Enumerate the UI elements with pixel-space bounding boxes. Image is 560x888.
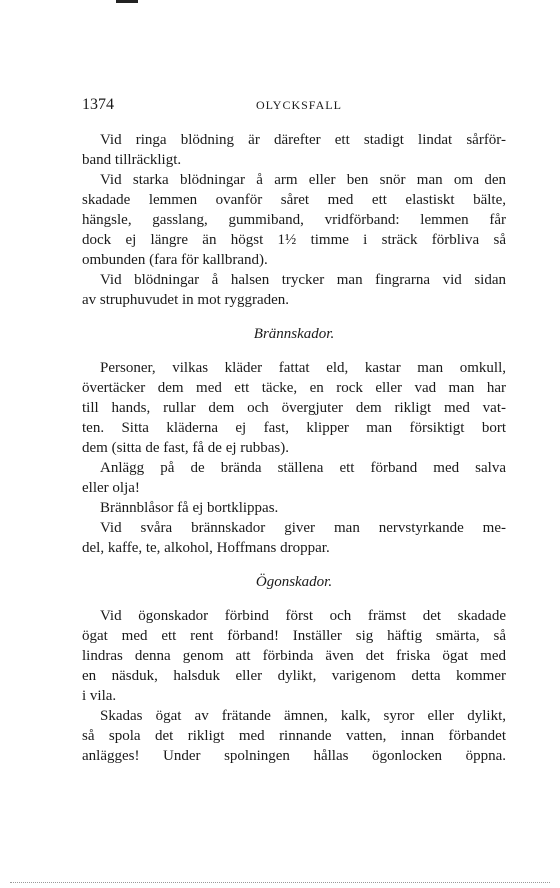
text-line: till hands, rullar dem och övergjuter dem rikligt med vat- xyxy=(82,400,506,416)
text-line: Vid blödningar å halsen trycker man fingrarna vid sidan xyxy=(100,272,506,288)
text-line: del, kaffe, te, alkohol, Hoffmans droppar. xyxy=(82,540,330,556)
running-head: OLYCKSFALL xyxy=(256,98,342,112)
section-heading: Ögonskador. xyxy=(255,574,333,590)
text-line: Personer, vilkas kläder fattat eld, kastar man omkull, xyxy=(100,360,506,376)
text-line: ten. Sitta kläderna ej fast, klipper man försiktigt bort xyxy=(82,420,506,436)
page-number: 1374 xyxy=(82,96,114,113)
text-line: anlägges! Under spolningen hållas ögonlocken öppna. xyxy=(82,748,506,764)
text-line: lindras denna genom att förbinda även det friska ögat med xyxy=(82,648,506,664)
text-line: Brännblåsor få ej bortklippas. xyxy=(100,500,279,516)
bottom-edge-rule xyxy=(10,882,550,884)
text-line: Vid svåra brännskador giver man nervstyrkande me- xyxy=(100,520,506,536)
text-line: ombunden (fara för kallbrand). xyxy=(82,252,268,268)
text-line: i vila. xyxy=(82,688,117,704)
top-edge-mark xyxy=(116,0,138,3)
text-line: dem (sitta de fast, få de ej rubbas). xyxy=(82,440,290,456)
text-line: Anlägg på de brända ställena ett förband med salva xyxy=(100,460,506,476)
text-line: Vid starka blödningar å arm eller ben snör man om den xyxy=(100,172,506,188)
text-line: övertäcker dem med ett täcke, en rock eller vad man har xyxy=(82,380,506,396)
text-line: av struphuvudet in mot ryggraden. xyxy=(82,292,290,308)
text-line: hängsle, gasslang, gummiband, vridförband: lemmen får xyxy=(82,212,506,228)
section-heading: Brännskador. xyxy=(253,326,335,342)
text-line: Vid ögonskador förbind först och främst det skadade xyxy=(100,608,506,624)
text-line: band tillräckligt. xyxy=(82,152,182,168)
text-line: så spola det rikligt med rinnande vatten, innan förbandet xyxy=(82,728,506,744)
text-line: dock ej längre än högst 1½ timme i sträck förbliva så xyxy=(82,232,506,248)
text-line: Vid ringa blödning är därefter ett stadigt lindat sårför- xyxy=(100,132,506,148)
page-header xyxy=(82,96,506,116)
text-line: ögat med ett rent förband! Inställer sig häftig smärta, så xyxy=(82,628,506,644)
text-line: en näsduk, halsduk eller dylikt, varigenom detta kommer xyxy=(82,668,506,684)
body-text xyxy=(82,130,506,766)
text-line: Skadas ögat av frätande ämnen, kalk, syror eller dylikt, xyxy=(100,708,506,724)
text-line: skadade lemmen ovanför såret med ett elastiskt bälte, xyxy=(82,192,506,208)
text-line: eller olja! xyxy=(82,480,140,496)
